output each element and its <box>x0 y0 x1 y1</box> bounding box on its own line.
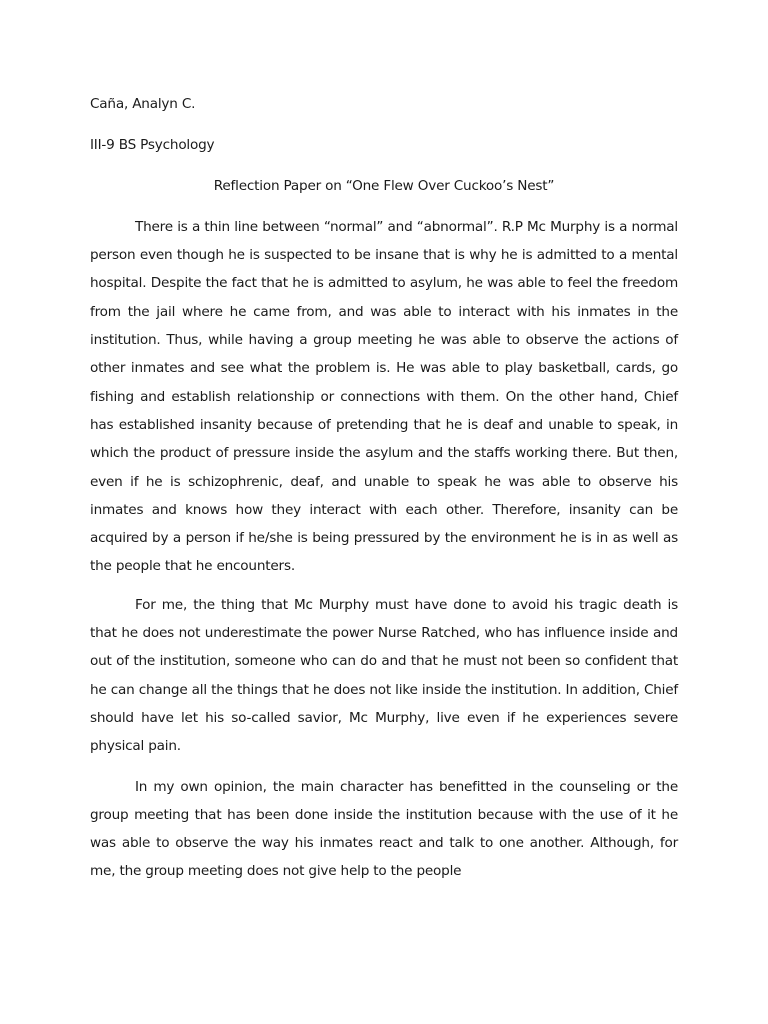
paragraph-1: There is a thin line between “normal” and “abnormal”. R.P Mc Murphy is a normal person even though he is suspected to be insane that is why he is admitted to a mental hospital. Despite the fact that he is admitted to asylum, he was able to feel the freedom from the jail where he came from, and was able to interact with his inmates in the institution. Thus, while having a group meeting he was able to observe the actions of other inmates and see what the problem is. He was able to play basketball, cards, go fishing and establish relationship or connections with them. On the other hand, Chief has established insanity because of pretending that he is deaf and unable to speak, in which the product of pressure inside the asylum and the staffs working there. But then, even if he is schizophrenic, deaf, and unable to speak he was able to observe his inmates and knows how they interact with each other. Therefore, insanity can be acquired by a person if he/she is being pressured by the environment he is in as well as the people that he encounters. <box>90 218 678 575</box>
paragraph-3: In my own opinion, the main character has benefitted in the counseling or the group meeting that has been done inside the institution because with the use of it he was able to observe the way his inmates react and talk to one another. Although, for me, the group meeting does not give help to the people <box>90 778 678 880</box>
course-section: III-9 BS Psychology <box>90 137 215 154</box>
document-body <box>90 90 678 886</box>
paper-title: Reflection Paper on “One Flew Over Cuckoo’s Nest” <box>213 177 555 194</box>
author-name: Caña, Analyn C. <box>90 96 196 112</box>
paragraph-2: For me, the thing that Mc Murphy must have done to avoid his tragic death is that he does not underestimate the power Nurse Ratched, who has influence inside and out of the institution, someone who can do and that he must not been so confident that he can change all the things that he does not like inside the institution. In addition, Chief should have let his so-called savior, Mc Murphy, live even if he experiences severe physical pain. <box>90 596 678 755</box>
